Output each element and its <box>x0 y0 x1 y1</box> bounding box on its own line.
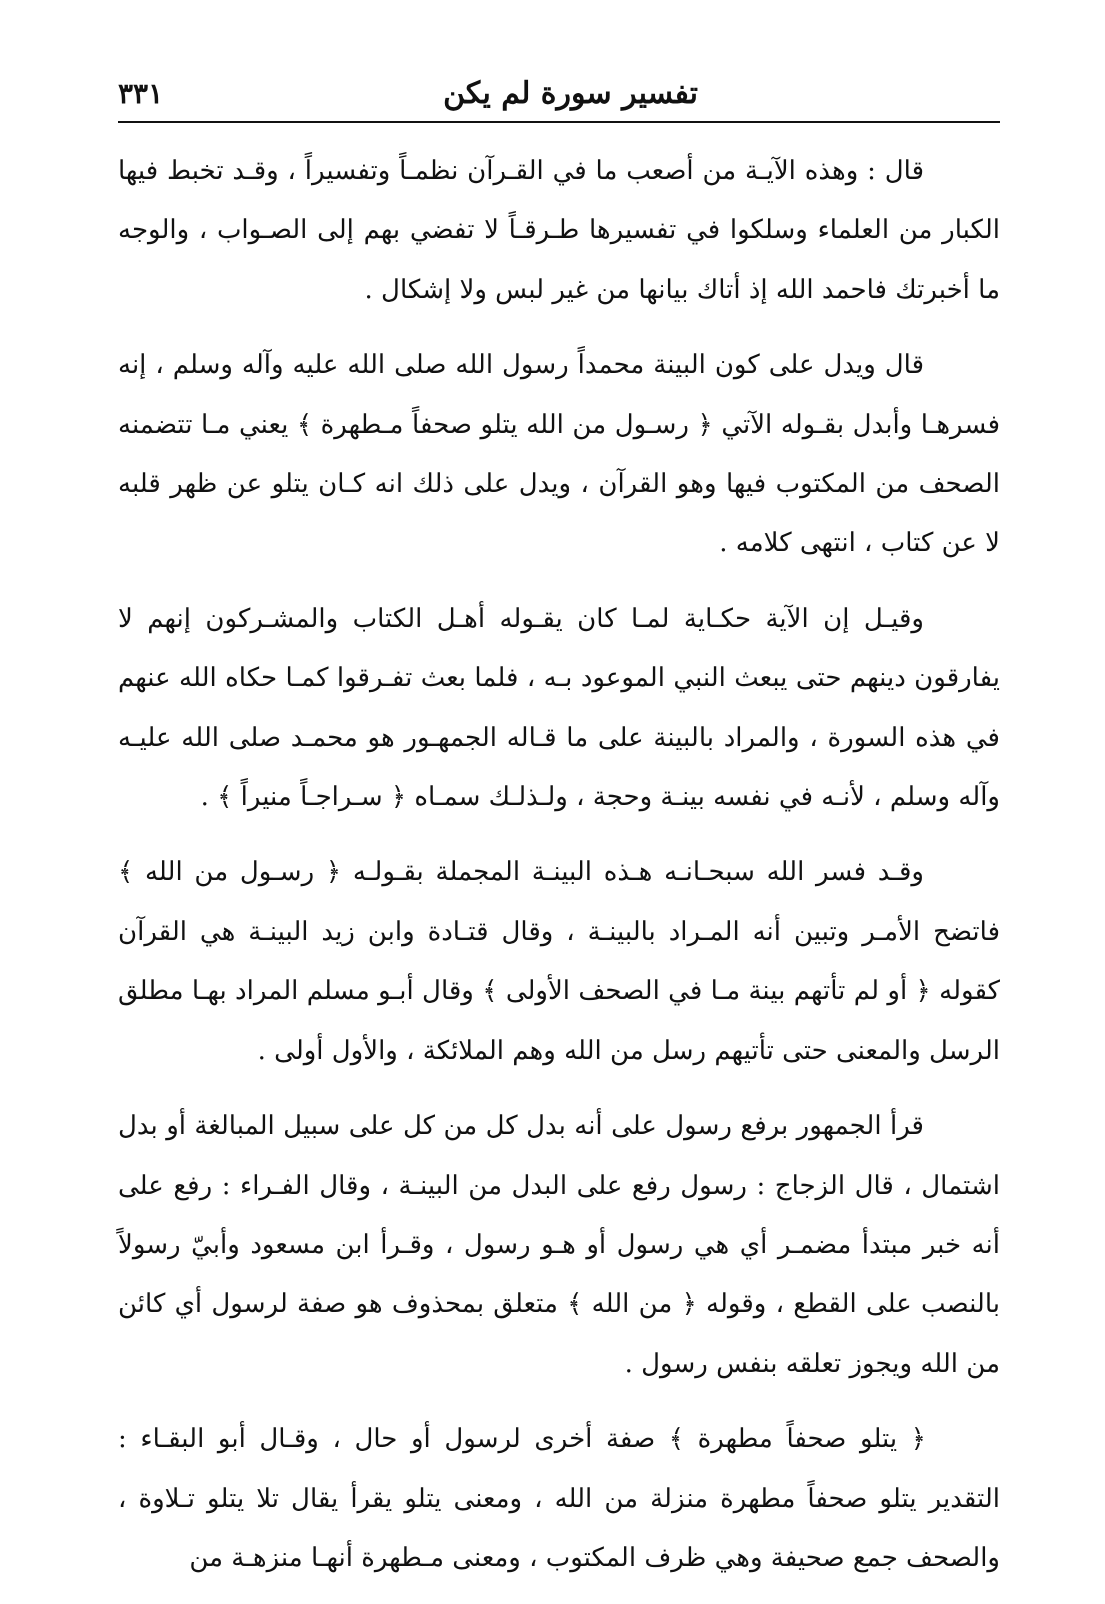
body-text <box>118 142 1000 1604</box>
paragraph: قال : وهذه الآيـة من أصعب ما في القـرآن نظمـاً وتفسيراً ، وقـد تخبط فيها الكبار من العلماء وسلكوا في تفسيرها طـرقـاً لا تفضي بهم إلى الصـواب ، والوجه ما أخبرتك فاحمد الله إذ أتاك بيانها من غير لبس ولا إشكال . <box>118 156 1000 305</box>
paragraph: قال ويدل على كون البينة محمداً رسول الله صلى الله عليه وآله وسلم ، إنه فسرهـا وأبدل بقـوله الآتي ﴿ رسـول من الله يتلو صحفاً مـطهرة ﴾ يعني مـا تتضمنه الصحف من المكتوب فيها وهو القرآن ، ويدل على ذلك انه كـان يتلو عن ظهر قلبه لا عن كتاب ، انتهى كلامه . <box>118 350 1000 559</box>
paragraph: وقيـل إن الآية حكـاية لمـا كان يقـوله أهـل الكتاب والمشـركون إنهم لا يفارقون دينهم حتى يبعث النبي الموعود بـه ، فلما بعث تفـرقوا كمـا حكاه الله عنهم في هذه السورة ، والمراد بالبينة على ما قـاله الجمهـور هو محمـد صلى الله عليـه وآله وسلم ، لأنـه في نفسه بينـة وحجة ، ولـذلـك سمـاه ﴿ سـراجـاً منيراً ﴾ . <box>118 603 1000 813</box>
header-divider <box>118 121 1000 123</box>
page-header <box>118 70 998 122</box>
running-title: تفسير سورة لم يكن <box>443 76 698 111</box>
paragraph: ﴿ يتلو صحفاً مطهرة ﴾ صفة أخرى لرسول أو حال ، وقـال أبو البقـاء : التقدير يتلو صحفاً مطهرة منزلة من الله ، ومعنى يتلو يقرأ يقال تلا يتلو تـلاوة ، والصحف جمع صحيفة وهي ظرف المكتوب ، ومعنى مـطهرة أنهـا منزهـة من <box>118 1424 1000 1573</box>
paragraph: قرأ الجمهور برفع رسول على أنه بدل كل من كل على سبيل المبالغة أو بدل اشتمال ، قال الزجاج : رسول رفع على البدل من البينـة ، وقال الفـراء : رفع على أنه خبر مبتدأ مضمـر أي هي رسول أو هـو رسول ، وقـرأ ابن مسعود وأبيّ رسولاً بالنصب على القطع ، وقوله ﴿ من الله ﴾ متعلق بمحذوف هو صفة لرسول أي كائن من الله ويجوز تعلقه بنفس رسول . <box>118 1111 1000 1379</box>
page-number: ٣٣١ <box>118 77 164 110</box>
paragraph: وقـد فسر الله سبحـانـه هـذه البينـة المجملة بقـولـه ﴿ رسـول من الله ﴾ فاتضح الأمـر وتبين أنه المـراد بالبينـة ، وقال قتـادة وابن زيد البينـة هي القرآن كقوله ﴿ أو لم تأتهم بينة مـا في الصحف الأولى ﴾ وقال أبـو مسلم المراد بهـا مطلق الرسل والمعنى حتى تأتيهم رسل من الله وهم الملائكة ، والأول أولى . <box>118 857 1000 1066</box>
